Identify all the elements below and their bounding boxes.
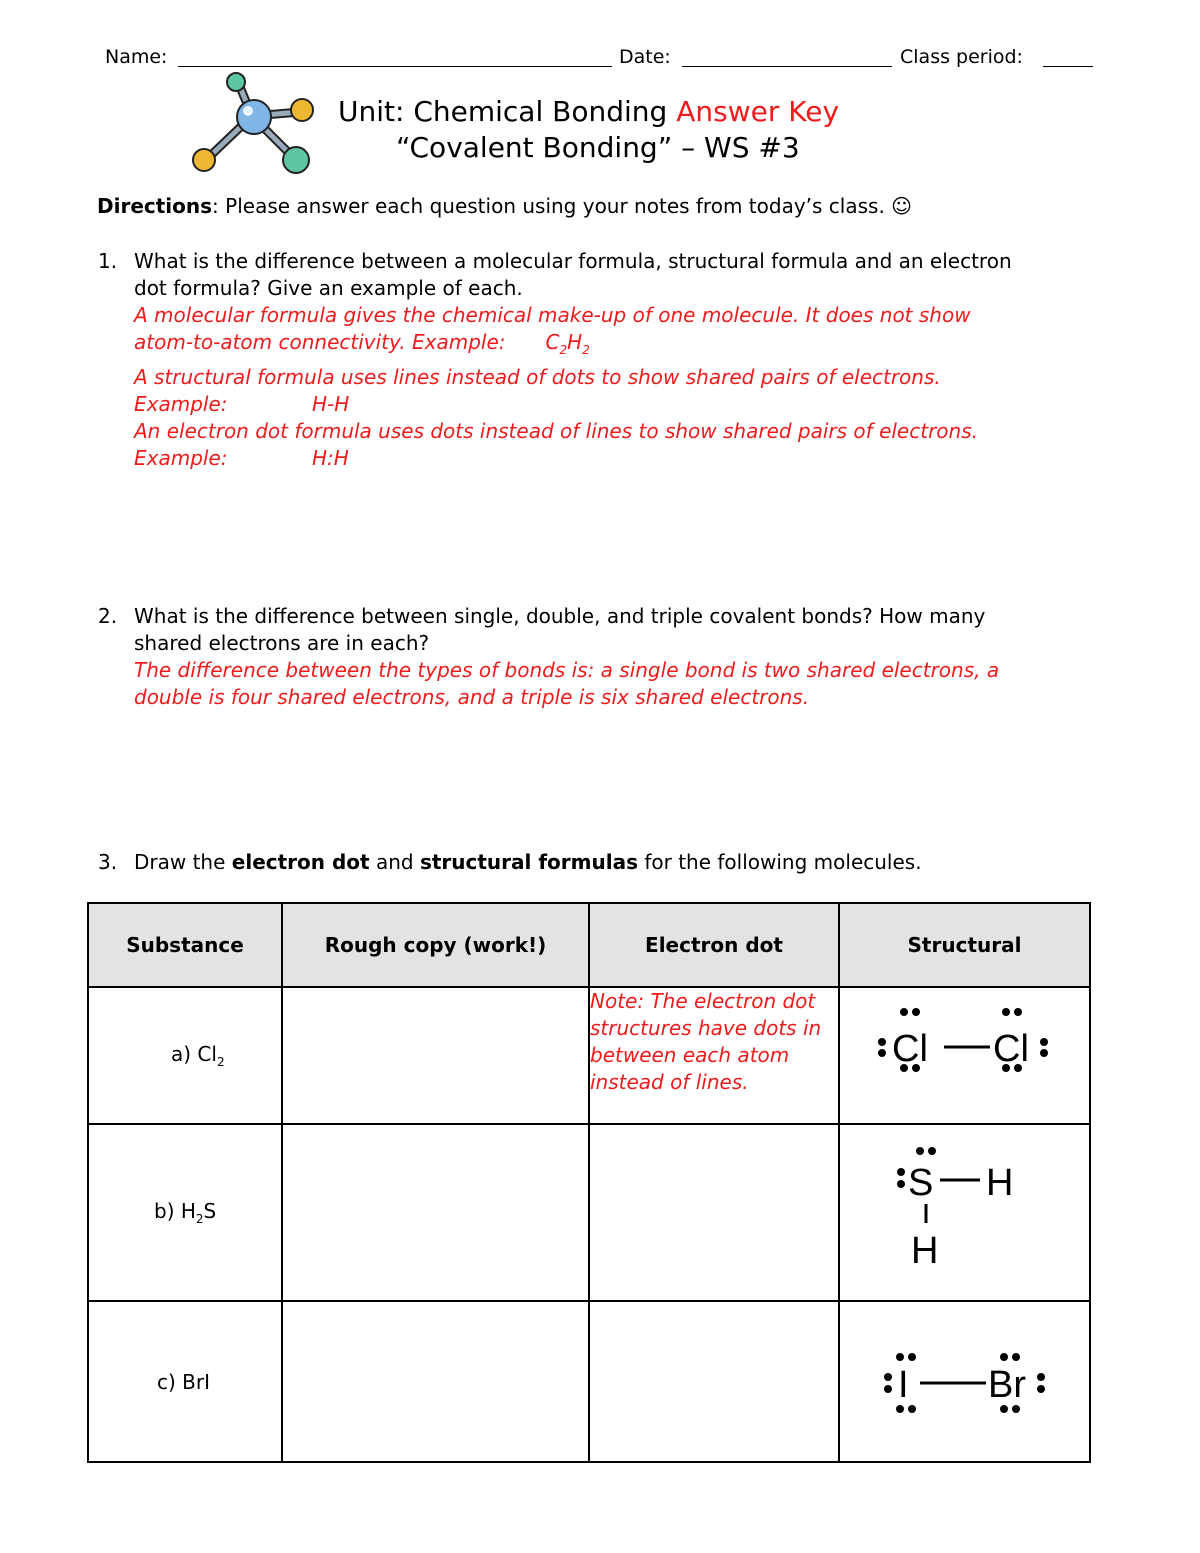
cl2-atom1: Cl bbox=[892, 1028, 928, 1070]
q1-answer bbox=[134, 302, 978, 472]
h2s-right: H bbox=[986, 1162, 1014, 1204]
h2s-structure-drawing bbox=[840, 1126, 1087, 1299]
cl2-structure-drawing bbox=[840, 989, 1087, 1122]
q1-answer-line3: A structural formula uses lines instead of dots to show shared pairs of electrons. bbox=[134, 365, 941, 389]
bri-atom1: I bbox=[898, 1364, 909, 1406]
header-substance: Substance bbox=[88, 903, 282, 987]
q2-answer-line1: The difference between the types of bonds is: a single bond is two shared electrons, a bbox=[134, 658, 1000, 682]
page-title bbox=[338, 94, 839, 130]
electron-dot-cell[interactable] bbox=[589, 1124, 839, 1301]
q1-line1: What is the difference between a molecular formula, structural formula and an electron bbox=[134, 249, 1012, 273]
directions bbox=[97, 192, 912, 220]
h2s-center: S bbox=[908, 1162, 934, 1204]
date-label: Date: bbox=[619, 46, 671, 68]
molecules-table bbox=[87, 902, 1091, 1463]
q1-answer-line4: Example: H-H bbox=[134, 392, 350, 416]
rough-copy-cell[interactable] bbox=[282, 1301, 589, 1462]
table-row bbox=[88, 987, 1090, 1124]
rough-copy-cell[interactable] bbox=[282, 1124, 589, 1301]
q1-line2: dot formula? Give an example of each. bbox=[134, 276, 523, 300]
q2-text bbox=[134, 603, 985, 657]
directions-label: Directions bbox=[97, 194, 213, 218]
cl2-atom2: Cl bbox=[993, 1028, 1029, 1070]
table-header-row bbox=[88, 903, 1090, 987]
title-answer-key: Answer Key bbox=[676, 95, 840, 128]
q2-answer-line2: double is four shared electrons, and a triple is six shared electrons. bbox=[134, 685, 810, 709]
name-blank[interactable] bbox=[178, 66, 612, 67]
title-unit: Unit: Chemical Bonding bbox=[338, 95, 668, 128]
molecule-logo-icon bbox=[180, 70, 330, 182]
q3-number: 3. bbox=[98, 850, 118, 874]
name-label: Name: bbox=[105, 46, 168, 68]
date-blank[interactable] bbox=[682, 66, 892, 67]
q1-text bbox=[134, 248, 1012, 302]
bri-atom2: Br bbox=[988, 1364, 1026, 1406]
page-subtitle: “Covalent Bonding” – WS #3 bbox=[396, 131, 800, 164]
h2s-bottom: H bbox=[911, 1230, 939, 1272]
q1-answer-line1: A molecular formula gives the chemical make-up of one molecule. It does not show bbox=[134, 303, 971, 327]
q2-number: 2. bbox=[98, 604, 118, 628]
class-period-blank[interactable] bbox=[1043, 66, 1093, 67]
table-row bbox=[88, 1301, 1090, 1462]
structural-h2s bbox=[839, 1124, 1090, 1301]
structural-bri bbox=[839, 1301, 1090, 1462]
table-row bbox=[88, 1124, 1090, 1301]
q1-answer-line6: Example: H:H bbox=[134, 446, 349, 470]
q2-line2: shared electrons are in each? bbox=[134, 631, 430, 655]
rough-copy-cell[interactable] bbox=[282, 987, 589, 1124]
q1-answer-line2: atom-to-atom connectivity. Example: $C_2H_2$ bbox=[134, 330, 590, 357]
q1-number: 1. bbox=[98, 249, 118, 273]
electron-dot-note: Note: The electron dot structures have dots in between each atom instead of lines. bbox=[589, 987, 839, 1124]
header-electron-dot: Electron dot bbox=[589, 903, 839, 987]
bri-structure-drawing bbox=[840, 1303, 1087, 1460]
structural-cl2 bbox=[839, 987, 1090, 1124]
class-period-label: Class period: bbox=[900, 46, 1023, 68]
q3-text: Draw the electron dot and structural formulas for the following molecules. bbox=[134, 850, 922, 874]
q2-answer bbox=[134, 657, 999, 711]
directions-text: : Please answer each question using your notes from today’s class. ☺ bbox=[212, 194, 913, 218]
header-structural: Structural bbox=[839, 903, 1090, 987]
electron-dot-cell[interactable] bbox=[589, 1301, 839, 1462]
substance-cl2: a) $Cl_2$ bbox=[88, 987, 282, 1124]
substance-bri: c) BrI bbox=[88, 1301, 282, 1462]
q2-line1: What is the difference between single, double, and triple covalent bonds? How many bbox=[134, 604, 986, 628]
q1-answer-line5: An electron dot formula uses dots instead of lines to show shared pairs of electrons. bbox=[134, 419, 978, 443]
header-rough-copy: Rough copy (work!) bbox=[282, 903, 589, 987]
substance-h2s: b) $H_2S$ bbox=[88, 1124, 282, 1301]
